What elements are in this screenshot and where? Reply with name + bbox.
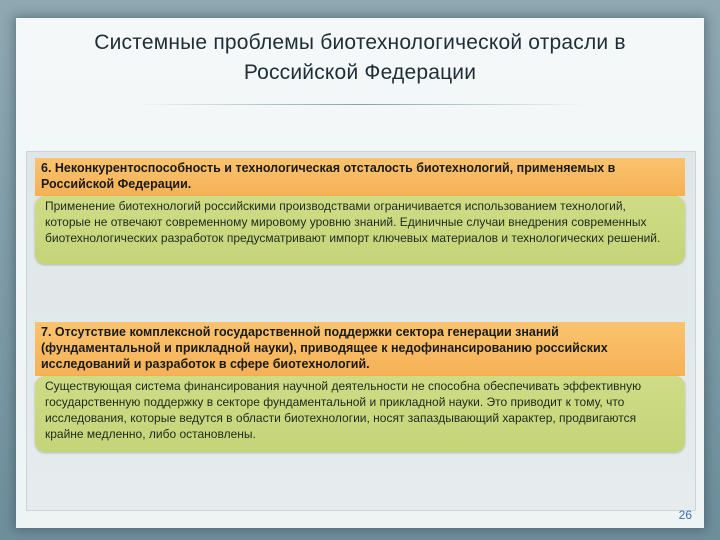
title-divider xyxy=(136,104,586,105)
section-6-body: Применение биотехнологий российскими производствами ограничивается использованием технологий, которые не отвечают современному мировому уровню знаний. Единичные случаи внедрения современных биотехнологических разработок предусматривают импорт ключевых материалов и технологических решений. xyxy=(35,196,685,264)
slide xyxy=(16,18,704,528)
page-number: 26 xyxy=(678,508,692,522)
section-6-heading: 6. Неконкурентоспособность и технологическая отсталость биотехнологий, применяемых в Российской Федерации. xyxy=(35,158,685,196)
slide-title xyxy=(16,28,704,88)
slide-title-line-2: Российской Федерации xyxy=(243,61,477,84)
content-panel xyxy=(26,151,696,511)
slide-title-line-1: Системные проблемы биотехнологической отрасли в xyxy=(94,31,626,54)
section-7-body: Существующая система финансирования научной деятельности не способна обеспечивать эффективную государственную поддержку в секторе фундаментальной и прикладной науки. Это приводит к тому, что исследования, которые ведутся в области биотехнологии, носят запаздывающий характер, продвигаются крайне медленно, либо остановлены. xyxy=(35,376,685,452)
section-7-heading: 7. Отсутствие комплексной государственной поддержки сектора генерации знаний (фундаментальной и прикладной науки), приводящее к недофинансированию российских исследований и разработок в сфере биотехнологий. xyxy=(35,322,685,376)
